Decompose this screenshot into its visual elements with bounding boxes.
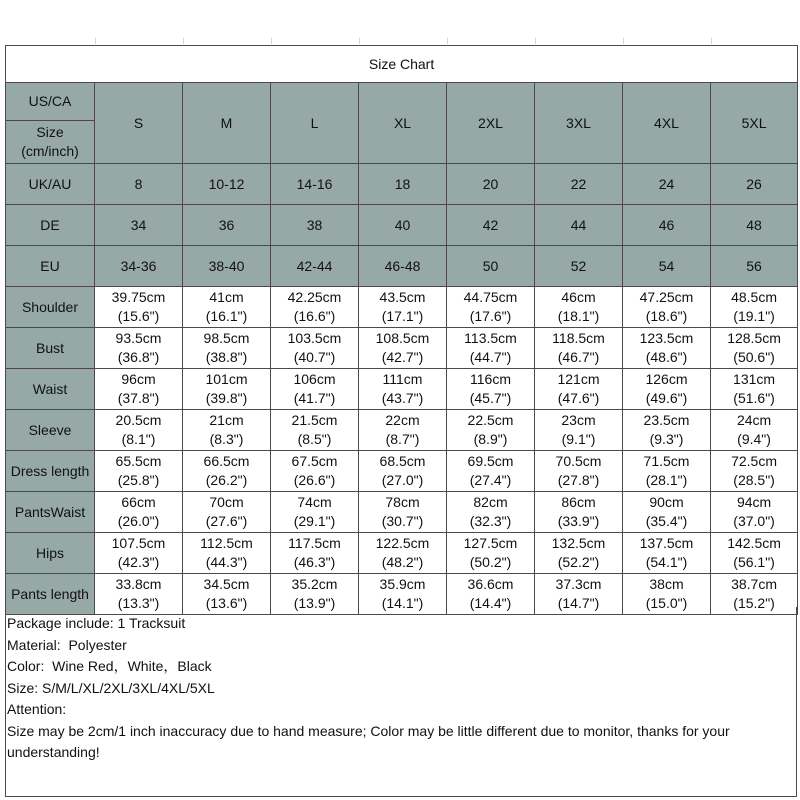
unit-label: (cm/inch)	[21, 143, 79, 159]
measurement-inch: (49.6")	[645, 390, 688, 406]
measurement-cell	[623, 328, 711, 369]
conversion-value: 22	[535, 164, 623, 205]
measurement-cell	[183, 533, 271, 574]
measurement-inch: (26.0")	[117, 513, 160, 529]
measurement-cm: 24cm	[736, 412, 772, 428]
measurement-row	[6, 492, 798, 533]
size-unit-label	[6, 121, 95, 164]
region-label: US/CA	[6, 83, 95, 121]
conversion-value: 40	[359, 205, 447, 246]
measurement-inch: (45.7")	[469, 390, 512, 406]
measurement-cell	[623, 451, 711, 492]
measurement-cm: 74cm	[297, 494, 332, 510]
measurement-cm: 33.8cm	[115, 576, 162, 592]
conversion-row	[6, 205, 798, 246]
measurement-inch: (19.1")	[733, 308, 775, 324]
measurement-inch: (36.8")	[117, 349, 160, 365]
size-header-cell: XL	[359, 83, 447, 164]
measurement-inch: (40.7")	[293, 349, 336, 365]
measurement-cell	[95, 492, 183, 533]
measurement-cm: 103.5cm	[287, 330, 342, 346]
measurement-inch: (50.6")	[733, 349, 775, 365]
measurement-cell	[183, 492, 271, 533]
measurement-inch: (8.3")	[209, 431, 244, 447]
measurement-inch: (48.6")	[645, 349, 688, 365]
measurement-cell	[95, 451, 183, 492]
measurement-inch: (27.8")	[557, 472, 600, 488]
conversion-value: 54	[623, 246, 711, 287]
conversion-value: 38	[271, 205, 359, 246]
conversion-label: EU	[6, 246, 95, 287]
measurement-inch: (46.7")	[557, 349, 600, 365]
measurement-cm: 94cm	[736, 494, 772, 510]
measurement-cm: 38cm	[649, 576, 684, 592]
measurement-inch: (14.7")	[557, 595, 600, 611]
measurement-cell	[183, 451, 271, 492]
measurement-inch: (52.2")	[557, 554, 600, 570]
measurement-cm: 142.5cm	[727, 535, 781, 551]
conversion-row	[6, 164, 798, 205]
measurement-cm: 46cm	[561, 289, 596, 305]
measurement-cm: 21cm	[209, 412, 244, 428]
measurement-cell	[359, 492, 447, 533]
measurement-cell	[271, 492, 359, 533]
measurement-cm: 107.5cm	[111, 535, 166, 551]
measurement-cell	[711, 410, 798, 451]
measurement-cell	[271, 328, 359, 369]
measurement-cell	[447, 451, 535, 492]
measurement-inch: (44.3")	[205, 554, 248, 570]
measurement-inch: (8.7")	[385, 431, 420, 447]
measurement-inch: (37.0")	[733, 513, 775, 529]
measurement-cm: 67.5cm	[291, 453, 338, 469]
measurement-inch: (26.2")	[205, 472, 248, 488]
measurement-cm: 20.5cm	[115, 412, 162, 428]
measurement-cm: 71.5cm	[643, 453, 690, 469]
conversion-value: 34	[95, 205, 183, 246]
measurement-inch: (14.4")	[469, 595, 512, 611]
measurement-cm: 93.5cm	[115, 330, 162, 346]
size-header-cell: L	[271, 83, 359, 164]
measurement-cell	[535, 451, 623, 492]
conversion-value: 52	[535, 246, 623, 287]
measurement-inch: (41.7")	[293, 390, 336, 406]
measurement-inch: (13.3")	[117, 595, 160, 611]
measurement-cm: 22cm	[385, 412, 420, 428]
size-header-cell: S	[95, 83, 183, 164]
measurement-cell	[623, 533, 711, 574]
note-material: Material: Polyester	[7, 636, 127, 653]
measurement-inch: (48.2")	[381, 554, 424, 570]
measurement-inch: (16.6")	[293, 308, 336, 324]
measurement-cell	[535, 533, 623, 574]
measurement-cm: 126cm	[645, 371, 688, 387]
measurement-row	[6, 533, 798, 574]
measurement-cm: 47.25cm	[639, 289, 694, 305]
measurement-cell	[95, 533, 183, 574]
measurement-cm: 106cm	[293, 371, 336, 387]
measurement-cm: 34.5cm	[203, 576, 250, 592]
measurement-cell	[535, 369, 623, 410]
measurement-cm: 23cm	[561, 412, 596, 428]
measurement-cell	[535, 492, 623, 533]
measurement-cell	[535, 287, 623, 328]
measurement-cm: 43.5cm	[379, 289, 426, 305]
measurement-cell	[623, 287, 711, 328]
measurement-inch: (14.1")	[381, 595, 424, 611]
measurement-cm: 21.5cm	[291, 412, 338, 428]
measurement-cell	[623, 492, 711, 533]
measurement-cm: 122.5cm	[375, 535, 430, 551]
measurement-cell	[447, 287, 535, 328]
measurement-inch: (43.7")	[381, 390, 424, 406]
measurement-inch: (54.1")	[645, 554, 688, 570]
measurement-inch: (8.9")	[473, 431, 508, 447]
size-header-cell: M	[183, 83, 271, 164]
conversion-row	[6, 246, 798, 287]
measurement-cell	[271, 533, 359, 574]
measurement-cm: 116cm	[470, 371, 511, 387]
measurement-cell	[95, 369, 183, 410]
measurement-label: Hips	[6, 533, 95, 574]
measurement-inch: (18.6")	[645, 308, 688, 324]
size-chart-title: Size Chart	[6, 46, 798, 83]
measurement-inch: (32.3")	[469, 513, 512, 529]
measurement-cell	[95, 287, 183, 328]
measurement-inch: (27.6")	[205, 513, 248, 529]
measurement-inch: (8.1")	[121, 431, 156, 447]
conversion-value: 42	[447, 205, 535, 246]
measurement-cm: 113.5cm	[464, 330, 517, 346]
measurement-inch: (13.9")	[293, 595, 336, 611]
measurement-inch: (29.1")	[293, 513, 336, 529]
measurement-inch: (9.4")	[737, 431, 771, 447]
measurement-inch: (47.6")	[557, 390, 600, 406]
note-disclaimer: Size may be 2cm/1 inch inaccuracy due to hand measure; Color may be little different due to monitor, thanks for your understanding!	[7, 722, 734, 760]
measurement-inch: (9.3")	[649, 431, 684, 447]
measurement-row	[6, 451, 798, 492]
measurement-cm: 98.5cm	[203, 330, 250, 346]
measurement-cm: 35.2cm	[291, 576, 338, 592]
measurement-cm: 68.5cm	[379, 453, 426, 469]
measurement-cell	[623, 369, 711, 410]
conversion-value: 20	[447, 164, 535, 205]
measurement-cell	[183, 410, 271, 451]
measurement-inch: (16.1")	[205, 308, 248, 324]
measurement-cm: 66.5cm	[203, 453, 250, 469]
conversion-value: 24	[623, 164, 711, 205]
measurement-inch: (26.6")	[293, 472, 336, 488]
measurement-cm: 137.5cm	[639, 535, 694, 551]
note-color: Color: Wine Red，White，Black	[7, 658, 212, 674]
measurement-row	[6, 287, 798, 328]
measurement-inch: (42.3")	[117, 554, 160, 570]
measurement-cm: 121cm	[557, 371, 600, 387]
measurement-inch: (50.2")	[469, 554, 512, 570]
measurement-cm: 112.5cm	[200, 535, 253, 551]
measurement-cm: 90cm	[649, 494, 684, 510]
measurement-label: Shoulder	[6, 287, 95, 328]
measurement-label: PantsWaist	[6, 492, 95, 533]
measurement-cm: 22.5cm	[467, 412, 514, 428]
measurement-cell	[271, 369, 359, 410]
conversion-value: 14-16	[271, 164, 359, 205]
measurement-inch: (28.5")	[733, 472, 775, 488]
conversion-value: 42-44	[271, 246, 359, 287]
conversion-value: 46-48	[359, 246, 447, 287]
measurement-inch: (56.1")	[733, 554, 775, 570]
measurement-label: Waist	[6, 369, 95, 410]
size-header-cell: 2XL	[447, 83, 535, 164]
measurement-cm: 42.25cm	[287, 289, 342, 305]
measurement-cm: 132.5cm	[551, 535, 606, 551]
measurement-cm: 96cm	[121, 371, 156, 387]
measurement-cm: 86cm	[561, 494, 596, 510]
measurement-inch: (28.1")	[645, 472, 688, 488]
measurement-cm: 82cm	[473, 494, 508, 510]
measurement-cm: 36.6cm	[467, 576, 514, 592]
measurement-cm: 38.7cm	[731, 576, 778, 592]
measurement-row	[6, 328, 798, 369]
measurement-inch: (13.6")	[205, 595, 248, 611]
conversion-label: DE	[6, 205, 95, 246]
measurement-cell	[447, 410, 535, 451]
measurement-cell	[711, 533, 798, 574]
note-package: Package include: 1 Tracksuit	[7, 615, 186, 631]
measurement-cm: 69.5cm	[467, 453, 514, 469]
conversion-value: 18	[359, 164, 447, 205]
measurement-cell	[359, 533, 447, 574]
measurement-cell	[447, 533, 535, 574]
measurement-cell	[271, 287, 359, 328]
size-chart-table	[5, 45, 798, 615]
conversion-value: 44	[535, 205, 623, 246]
measurement-inch: (9.1")	[561, 431, 596, 447]
measurement-cm: 48.5cm	[731, 289, 778, 305]
measurement-inch: (38.8")	[205, 349, 248, 365]
measurement-inch: (39.8")	[205, 390, 248, 406]
measurement-cm: 128.5cm	[727, 330, 781, 346]
measurement-inch: (17.1")	[381, 308, 424, 324]
measurement-label: Pants length	[6, 574, 95, 615]
conversion-value: 56	[711, 246, 798, 287]
conversion-value: 48	[711, 205, 798, 246]
measurement-cell	[711, 369, 798, 410]
measurement-inch: (44.7")	[469, 349, 512, 365]
size-header-cell: 3XL	[535, 83, 623, 164]
conversion-value: 46	[623, 205, 711, 246]
measurement-cm: 70.5cm	[555, 453, 602, 469]
measurement-cm: 23.5cm	[643, 412, 690, 428]
measurement-cell	[271, 451, 359, 492]
measurement-inch: (15.2")	[733, 595, 775, 611]
measurement-cm: 118.5cm	[552, 330, 605, 346]
measurement-cm: 44.75cm	[463, 289, 518, 305]
top-grid-ticks	[0, 0, 800, 44]
measurement-cell	[535, 328, 623, 369]
size-header-cell: 4XL	[623, 83, 711, 164]
measurement-cell	[447, 492, 535, 533]
measurement-cell	[95, 410, 183, 451]
measurement-row	[6, 410, 798, 451]
size-label: Size	[36, 124, 64, 140]
measurement-cell	[711, 287, 798, 328]
measurement-inch: (8.5")	[297, 431, 332, 447]
measurement-cm: 111cm	[382, 371, 423, 387]
measurement-cm: 65.5cm	[115, 453, 162, 469]
measurement-label: Dress length	[6, 451, 95, 492]
measurement-inch: (51.6")	[733, 390, 775, 406]
measurement-cm: 70cm	[209, 494, 244, 510]
measurement-inch: (30.7")	[381, 513, 424, 529]
conversion-value: 50	[447, 246, 535, 287]
measurement-cm: 127.5cm	[463, 535, 518, 551]
size-header-cell: 5XL	[711, 83, 798, 164]
measurement-cell	[359, 410, 447, 451]
measurement-cm: 72.5cm	[731, 453, 778, 469]
measurement-row	[6, 369, 798, 410]
measurement-cell	[447, 369, 535, 410]
measurement-cm: 117.5cm	[288, 535, 341, 551]
measurement-inch: (33.9")	[557, 513, 600, 529]
measurement-cm: 78cm	[385, 494, 420, 510]
measurement-cell	[183, 328, 271, 369]
measurement-label: Bust	[6, 328, 95, 369]
measurement-cell	[359, 287, 447, 328]
measurement-cell	[359, 369, 447, 410]
measurement-cell	[359, 451, 447, 492]
measurement-inch: (15.6")	[117, 308, 160, 324]
measurement-cell	[183, 369, 271, 410]
measurement-cm: 123.5cm	[639, 330, 694, 346]
measurement-inch: (15.0")	[645, 595, 688, 611]
conversion-value: 10-12	[183, 164, 271, 205]
measurement-inch: (37.8")	[117, 390, 160, 406]
measurement-cm: 35.9cm	[379, 576, 426, 592]
measurement-cell	[359, 328, 447, 369]
note-attention: Attention:	[7, 701, 67, 717]
conversion-value: 36	[183, 205, 271, 246]
measurement-label: Sleeve	[6, 410, 95, 451]
measurement-cm: 39.75cm	[111, 289, 166, 305]
measurement-cm: 101cm	[205, 371, 248, 387]
measurement-cm: 131cm	[733, 371, 776, 387]
measurement-inch: (35.4")	[645, 513, 688, 529]
measurement-cell	[447, 328, 535, 369]
measurement-inch: (46.3")	[293, 554, 336, 570]
measurement-cell	[535, 410, 623, 451]
measurement-cell	[711, 451, 798, 492]
measurement-inch: (25.8")	[117, 472, 160, 488]
conversion-value: 26	[711, 164, 798, 205]
notes-section	[5, 607, 797, 797]
measurement-cm: 41cm	[209, 289, 244, 305]
measurement-cell	[95, 328, 183, 369]
measurement-inch: (17.6")	[469, 308, 512, 324]
measurement-inch: (27.0")	[381, 472, 424, 488]
measurement-cell	[183, 287, 271, 328]
measurement-cell	[623, 410, 711, 451]
measurement-cm: 66cm	[121, 494, 156, 510]
note-size: Size: S/M/L/XL/2XL/3XL/4XL/5XL	[7, 679, 215, 696]
measurement-cell	[271, 410, 359, 451]
measurement-inch: (27.4")	[469, 472, 512, 488]
measurement-cell	[711, 328, 798, 369]
measurement-cm: 37.3cm	[555, 576, 602, 592]
measurement-inch: (18.1")	[557, 308, 600, 324]
conversion-value: 38-40	[183, 246, 271, 287]
measurement-cm: 108.5cm	[375, 330, 430, 346]
conversion-value: 8	[95, 164, 183, 205]
measurement-cell	[711, 492, 798, 533]
conversion-label: UK/AU	[6, 164, 95, 205]
conversion-value: 34-36	[95, 246, 183, 287]
measurement-inch: (42.7")	[381, 349, 424, 365]
